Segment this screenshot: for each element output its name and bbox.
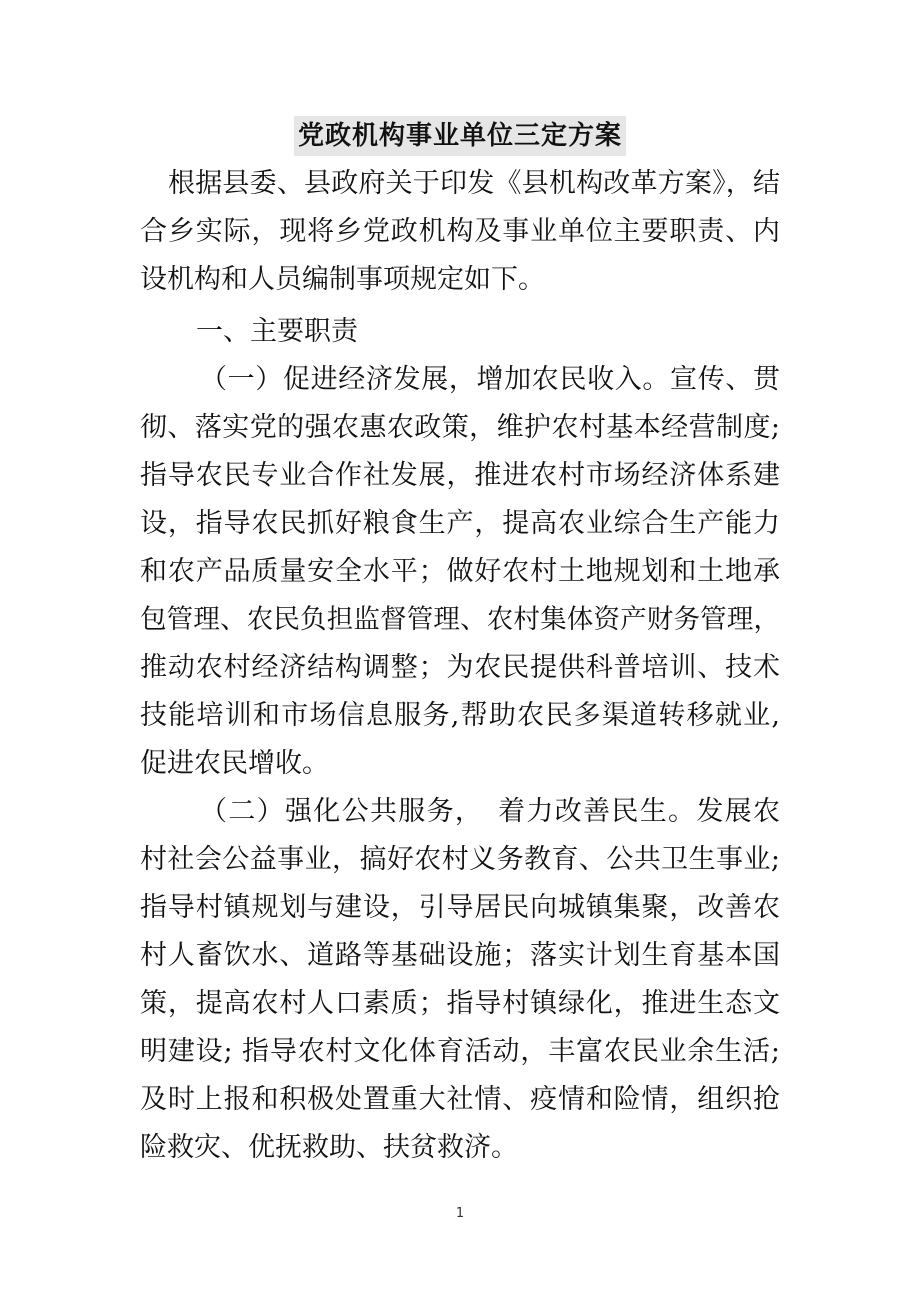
item1-line-9: 促进农民增收。 (140, 748, 329, 779)
item2-line-7: 及时上报和积极处置重大社情、疫情和险情，组织抢 (140, 1084, 780, 1115)
item1-line-4: 设，指导农民抓好粮食生产，提高农业综合生产能力 (140, 508, 780, 539)
item2-line-4: 村人畜饮水、道路等基础设施；落实计划生育基本国 (140, 940, 780, 971)
item1-line-2: 彻、落实党的强农惠农政策，维护农村基本经营制度; (140, 412, 780, 443)
item1-line-3: 指导农民专业合作社发展，推进农村市场经济体系建 (140, 460, 780, 491)
item2-line-1: （二）强化公共服务， 着力改善民生。发展农 (200, 796, 780, 827)
item1-line-6: 包管理、农民负担监督管理、农村集体资产财务管理， (140, 604, 780, 635)
document-title-wrapper (0, 116, 920, 156)
intro-line-2: 合乡实际，现将乡党政机构及事业单位主要职责、内 (140, 216, 780, 247)
item1-line-8: 技能培训和市场信息服务,帮助农民多渠道转移就业, (140, 700, 780, 731)
item2-line-5: 策，提高农村人口素质；指导村镇绿化，推进生态文 (140, 988, 780, 1019)
item2-line-3: 指导村镇规划与建设，引导居民向城镇集聚，改善农 (140, 892, 780, 923)
intro-line-3: 设机构和人员编制事项规定如下。 (140, 264, 545, 295)
item1-line-7: 推动农村经济结构调整；为农民提供科普培训、技术 (140, 652, 780, 683)
document-title: 党政机构事业单位三定方案 (294, 116, 626, 156)
item1-line-5: 和农产品质量安全水平；做好农村土地规划和土地承 (140, 556, 780, 587)
item2-line-8: 险救灾、优抚救助、扶贫救济。 (140, 1132, 518, 1163)
section-heading-main-duties: 一、主要职责 (196, 316, 358, 347)
item1-line-1: （一）促进经济发展，增加农民收入。宣传、贯 (200, 364, 780, 395)
item2-line-6: 明建设; 指导农村文化体育活动，丰富农民业余生活; (140, 1036, 780, 1067)
intro-line-1: 根据县委、县政府关于印发《县机构改革方案》，结 (168, 168, 780, 199)
item2-line-2: 村社会公益事业，搞好农村义务教育、公共卫生事业; (140, 844, 780, 875)
page-number: 1 (455, 1206, 465, 1221)
